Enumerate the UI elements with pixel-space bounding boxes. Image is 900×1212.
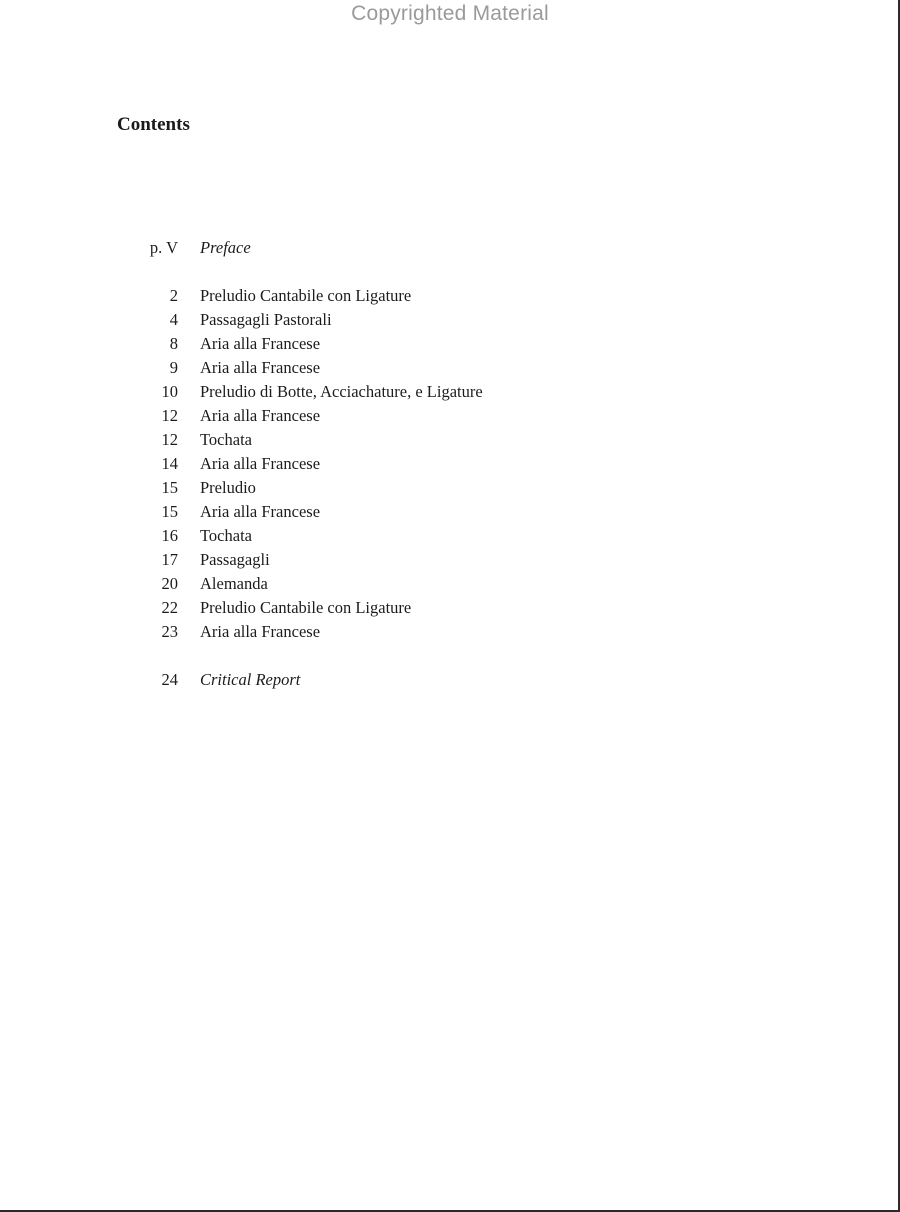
toc-entry[interactable] (118, 356, 638, 380)
toc-entry-title: Preludio di Botte, Acciachature, e Ligature (200, 382, 483, 401)
toc-entry-title: Alemanda (200, 574, 268, 593)
toc-entries-list (118, 284, 638, 644)
page-title: Contents (117, 114, 190, 135)
toc-entry[interactable] (118, 428, 638, 452)
toc-entry-critical-report[interactable] (118, 668, 638, 692)
toc-page-number: 12 (161, 406, 178, 425)
toc-entry-title: Tochata (200, 430, 252, 449)
toc-entry-title: Passagagli Pastorali (200, 310, 332, 329)
toc-entry-title: Tochata (200, 526, 252, 545)
toc-page-number: 16 (161, 526, 178, 545)
toc-entry[interactable] (118, 380, 638, 404)
toc-page-number: 20 (161, 574, 178, 593)
toc-entry[interactable] (118, 452, 638, 476)
toc-entry-title: Critical Report (200, 670, 301, 689)
toc-entry-title: Aria alla Francese (200, 502, 321, 521)
toc-entry-title: Aria alla Francese (200, 358, 321, 377)
toc-page-number: 8 (169, 334, 178, 353)
toc-entry[interactable] (118, 620, 638, 644)
toc-entry[interactable] (118, 548, 638, 572)
table-of-contents (118, 236, 638, 692)
toc-entry-title: Aria alla Francese (200, 622, 321, 641)
toc-page-number: 17 (161, 550, 178, 569)
toc-page-number: 23 (161, 622, 178, 641)
toc-page-number: 22 (161, 598, 178, 617)
toc-page-number: p. V (149, 238, 178, 257)
toc-entry-title: Preludio Cantabile con Ligature (200, 286, 412, 305)
toc-entry[interactable] (118, 404, 638, 428)
toc-entry-title: Passagagli (200, 550, 270, 569)
toc-entry[interactable] (118, 476, 638, 500)
toc-entry[interactable] (118, 284, 638, 308)
toc-page-number: 15 (161, 502, 178, 521)
toc-entry-title: Aria alla Francese (200, 334, 321, 353)
toc-entry[interactable] (118, 332, 638, 356)
toc-entry[interactable] (118, 524, 638, 548)
toc-entry-title: Aria alla Francese (200, 406, 321, 425)
toc-page-number: 24 (161, 670, 178, 689)
toc-entry[interactable] (118, 308, 638, 332)
toc-entry-title: Preface (200, 238, 251, 257)
toc-page-number: 15 (161, 478, 178, 497)
toc-page-number: 4 (169, 310, 178, 329)
toc-page-number: 12 (161, 430, 178, 449)
toc-page-number: 9 (169, 358, 178, 377)
toc-entry-title: Preludio Cantabile con Ligature (200, 598, 412, 617)
toc-page-number: 14 (161, 454, 178, 473)
toc-entry[interactable] (118, 572, 638, 596)
toc-entry[interactable] (118, 596, 638, 620)
toc-entry-preface[interactable] (118, 236, 638, 260)
toc-entry-title: Preludio (200, 478, 256, 497)
copyright-watermark: Copyrighted Material (351, 2, 549, 25)
toc-entry[interactable] (118, 500, 638, 524)
toc-entry-title: Aria alla Francese (200, 454, 321, 473)
toc-page-number: 2 (169, 286, 178, 305)
toc-page-number: 10 (161, 382, 178, 401)
